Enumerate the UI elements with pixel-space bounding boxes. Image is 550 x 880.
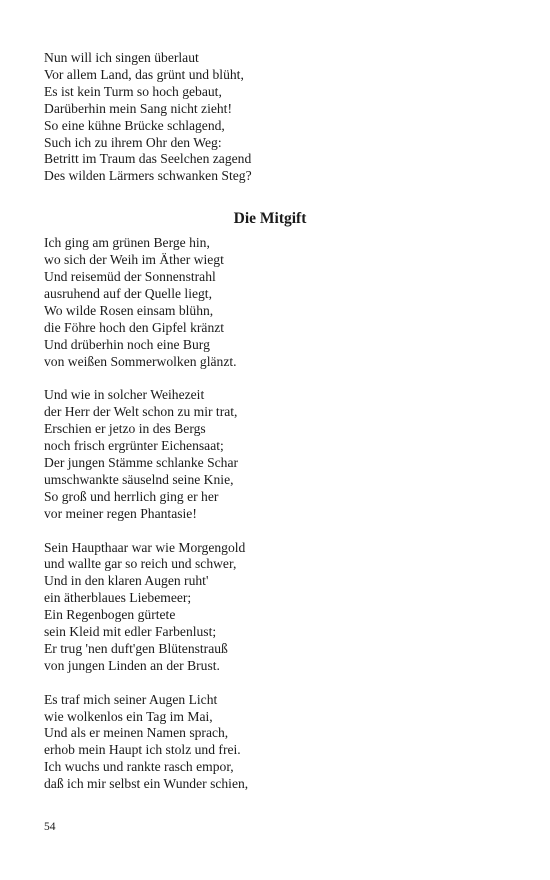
verse-line: wo sich der Weih im Äther wiegt: [44, 252, 224, 268]
verse-line: Er trug 'nen duft'gen Blütenstrauß: [44, 640, 228, 656]
verse-line: Und als er meinen Namen sprach,: [44, 725, 229, 741]
poem-stanza: [44, 50, 514, 185]
stanza-separator: [44, 371, 514, 388]
poem-stanza: [44, 540, 514, 675]
verse-line: umschwankte säuselnd seine Knie,: [44, 471, 234, 487]
verse-line: Und reisemüd der Sonnenstrahl: [44, 269, 216, 285]
verse-line: die Föhre hoch den Gipfel kränzt: [44, 319, 225, 335]
verse-line: Sein Haupthaar war wie Morgengold: [44, 539, 246, 555]
verse-line: Der jungen Stämme schlanke Schar: [44, 455, 239, 471]
verse-line: Und in den klaren Augen ruht': [44, 573, 209, 589]
verse-line: Vor allem Land, das grünt und blüht,: [44, 66, 244, 82]
verse-line: So eine kühne Brücke schlagend,: [44, 117, 225, 133]
poem-stanza: [44, 235, 514, 370]
verse-line: Es ist kein Turm so hoch gebaut,: [44, 83, 222, 99]
verse-line: Nun will ich singen überlaut: [44, 50, 199, 65]
verse-line: Ich wuchs und rankte rasch empor,: [44, 759, 234, 775]
poem-stanza: [44, 387, 514, 522]
verse-line: Und wie in solcher Weihezeit: [44, 387, 205, 403]
verse-line: noch frisch ergrünter Eichensaat;: [44, 438, 224, 454]
verse-line: Such ich zu ihrem Ohr den Weg:: [44, 134, 222, 150]
verse-line: vor meiner regen Phantasie!: [44, 505, 197, 521]
page-number: 54: [44, 821, 56, 833]
verse-line: von jungen Linden an der Brust.: [44, 657, 220, 673]
verse-line: So groß und herrlich ging er her: [44, 488, 219, 504]
verse-line: von weißen Sommerwolken glänzt.: [44, 353, 237, 369]
stanza-separator: [44, 523, 514, 540]
stanza-separator: [44, 675, 514, 692]
verse-line: Es traf mich seiner Augen Licht: [44, 691, 218, 707]
page-content: [44, 50, 514, 793]
verse-line: Wo wilde Rosen einsam blühn,: [44, 302, 214, 318]
verse-line: Darüberhin mein Sang nicht zieht!: [44, 100, 232, 116]
verse-line: ausruhend auf der Quelle liegt,: [44, 285, 212, 301]
verse-line: erhob mein Haupt ich stolz und frei.: [44, 742, 241, 758]
verse-line: und wallte gar so reich und schwer,: [44, 556, 237, 572]
poem-title: Die Mitgift: [233, 210, 307, 228]
verse-line: Des wilden Lärmers schwanken Steg?: [44, 168, 252, 184]
verse-line: Ich ging am grünen Berge hin,: [44, 235, 210, 251]
poem-stanza: [44, 692, 514, 793]
verse-line: Und drüberhin noch eine Burg: [44, 336, 210, 352]
verse-line: wie wolkenlos ein Tag im Mai,: [44, 708, 213, 724]
verse-line: sein Kleid mit edler Farbenlust;: [44, 624, 217, 640]
verse-line: ein ätherblaues Liebemeer;: [44, 590, 192, 606]
verse-line: der Herr der Welt schon zu mir trat,: [44, 404, 238, 420]
verse-line: Erschien er jetzo in des Bergs: [44, 421, 206, 437]
verse-line: daß ich mir selbst ein Wunder schien,: [44, 776, 249, 792]
verse-line: Betritt im Traum das Seelchen zagend: [44, 151, 252, 167]
verse-line: Ein Regenbogen gürtete: [44, 607, 176, 623]
